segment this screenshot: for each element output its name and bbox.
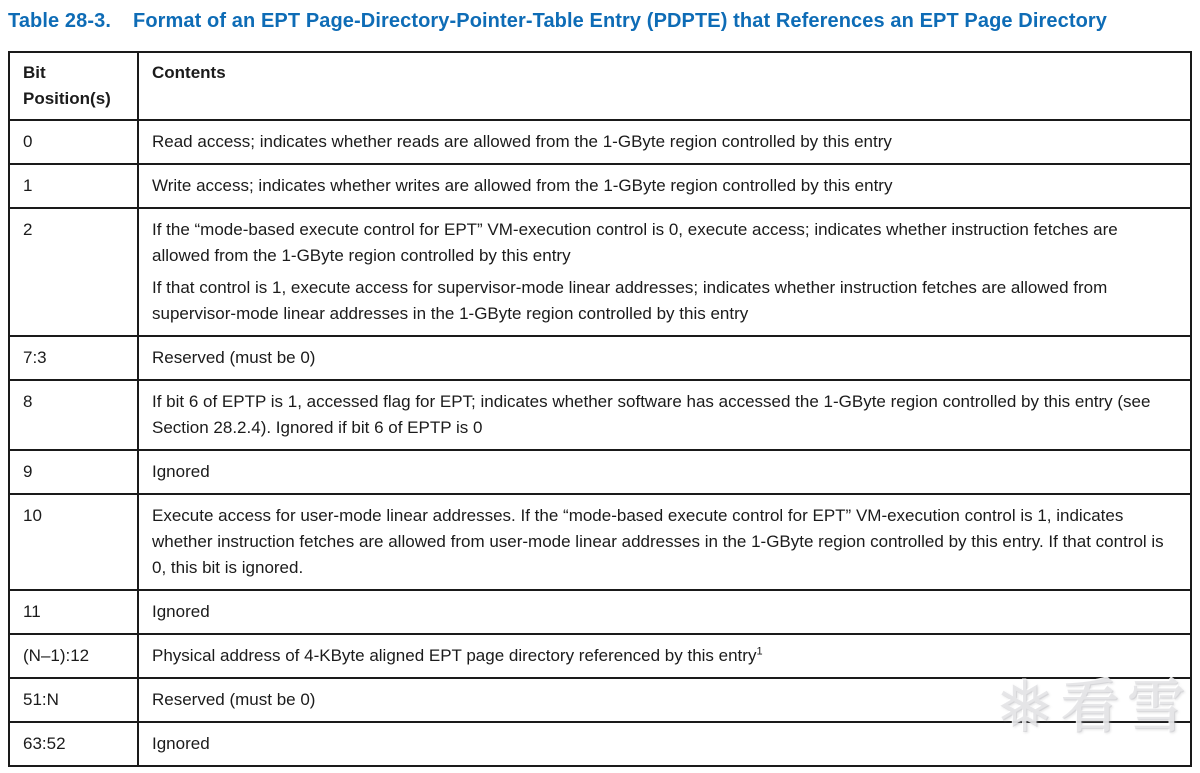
contents-paragraph: If bit 6 of EPTP is 1, accessed flag for EPT; indicates whether software has accessed the 1-GByte region controlled by this entry (see Section 28.2.4). Ignored if bit 6 of EPTP is 0 — [152, 392, 1151, 437]
contents-cell — [138, 722, 1191, 766]
bit-position-cell: 9 — [9, 450, 138, 494]
contents-paragraph: Ignored — [152, 734, 210, 753]
table-header — [9, 52, 1191, 120]
footnote-reference: 1 — [756, 645, 763, 658]
table-caption-number: Table 28-3. — [8, 10, 111, 32]
bit-position-cell: 63:52 — [9, 722, 138, 766]
table-row — [9, 634, 1191, 678]
table-row — [9, 678, 1191, 722]
contents-paragraph: Reserved (must be 0) — [152, 690, 316, 709]
table-caption-title: Format of an EPT Page-Directory-Pointer-Table Entry (PDPTE) that References an EPT Page Directory — [133, 10, 1107, 32]
watermark-text: 看雪 — [1061, 675, 1194, 740]
bit-position-cell: 0 — [9, 120, 138, 164]
bit-position-cell: 8 — [9, 380, 138, 450]
bit-position-cell: 11 — [9, 590, 138, 634]
contents-cell — [138, 450, 1191, 494]
table-row — [9, 722, 1191, 766]
bit-position-cell: (N–1):12 — [9, 634, 138, 678]
table-body — [9, 120, 1194, 766]
contents-cell — [138, 590, 1191, 634]
contents-cell — [138, 120, 1191, 164]
bit-position-cell: 2 — [9, 208, 138, 336]
table-row — [9, 120, 1191, 164]
table-caption — [8, 8, 1192, 35]
contents-paragraph: Write access; indicates whether writes are allowed from the 1-GByte region controlled by this entry — [152, 176, 893, 195]
contents-paragraph: Read access; indicates whether reads are allowed from the 1-GByte region controlled by this entry — [152, 132, 892, 151]
table-row — [9, 164, 1191, 208]
table-row — [9, 450, 1191, 494]
contents-paragraph: If the “mode-based execute control for EPT” VM-execution control is 0, execute access; indicates whether instruction fetches are allowed from the 1-GByte region controlled by this entry — [152, 220, 1118, 265]
column-header-bit-positions: Bit Position(s) — [9, 52, 138, 120]
bit-position-cell: 10 — [9, 494, 138, 590]
contents-cell — [138, 208, 1191, 336]
table-row — [9, 208, 1191, 336]
bit-position-cell: 1 — [9, 164, 138, 208]
header-row — [9, 52, 1191, 120]
ept-pdpte-format-table — [8, 51, 1192, 767]
contents-cell — [138, 678, 1191, 722]
table-row — [9, 380, 1191, 450]
contents-cell — [138, 494, 1191, 590]
contents-paragraph: If that control is 1, execute access for supervisor-mode linear addresses; indicates whether instruction fetches are allowed from supervisor-mode linear addresses in the 1-GByte region controlled by this entry — [152, 278, 1108, 323]
contents-cell — [138, 336, 1191, 380]
column-header-contents: Contents — [138, 52, 1191, 120]
contents-cell — [138, 634, 1191, 678]
contents-paragraph: Ignored — [152, 602, 210, 621]
contents-paragraph: Reserved (must be 0) — [152, 348, 316, 367]
contents-paragraph: Ignored — [152, 462, 210, 481]
contents-cell — [138, 164, 1191, 208]
contents-cell — [138, 380, 1191, 450]
bit-position-cell: 51:N — [9, 678, 138, 722]
contents-paragraph: Execute access for user-mode linear addresses. If the “mode-based execute control for EPT” VM-execution control is 1, indicates whether instruction fetches are allowed from user-mode linear addresses in the 1-GByte region controlled by this entry. If that control is 0, this bit is ignored. — [152, 506, 1164, 577]
table-row — [9, 590, 1191, 634]
table-row — [9, 336, 1191, 380]
bit-position-cell: 7:3 — [9, 336, 138, 380]
snowflake-icon: ❅ — [995, 668, 1056, 748]
table-row — [9, 494, 1191, 590]
contents-paragraph: Physical address of 4-KByte aligned EPT page directory referenced by this entry$^1$ — [152, 645, 763, 665]
